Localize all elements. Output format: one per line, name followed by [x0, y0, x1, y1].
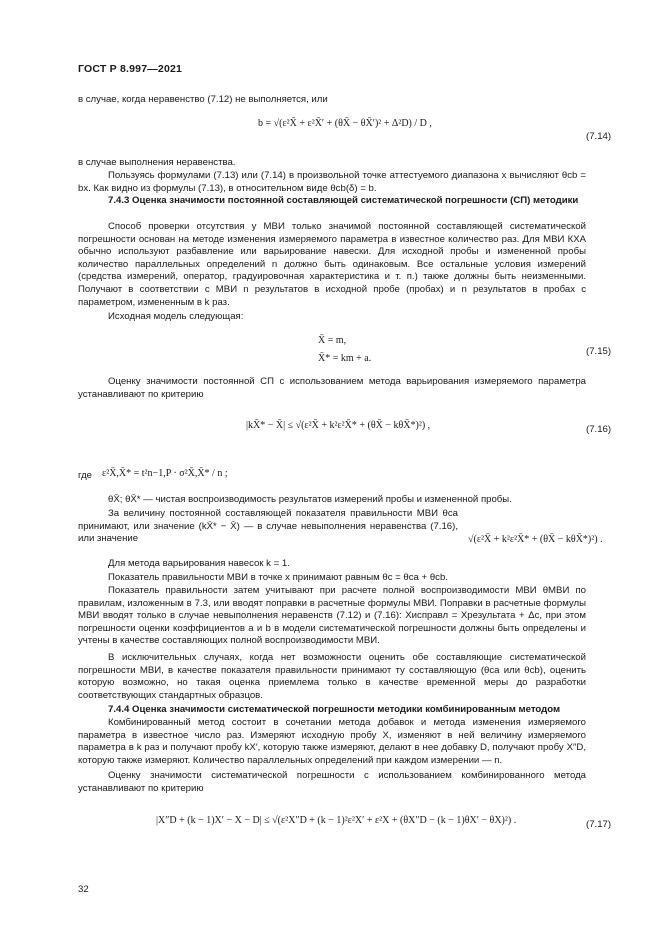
equation-number: (7.14) — [586, 131, 612, 142]
equation-number: (7.16) — [586, 424, 612, 435]
where-label: где — [78, 470, 93, 481]
standard-header: ГОСТ Р 8.997—2021 — [78, 63, 183, 75]
paragraph: в случае выполнения неравенства. — [78, 157, 236, 168]
paragraph: В исключительных случаях, когда нет возможности оценить обе составляющие систематической погрешности МВИ, в качестве показателя правильности принимают ту составляющую (θca или θcb), оценить которую возможно, но такая оценка приемлема только в качестве временной меры до разработки соответствующих стандартных образцов. — [78, 652, 586, 701]
paragraph: Показатель правильности МВИ в точке x принимают равным θc = θca + θcb. — [108, 572, 448, 583]
equation-number: (7.15) — [586, 346, 612, 357]
paragraph: За величину постоянной составляющей показателя правильности МВИ θca принимают, или значение (kX̄* − X̄) — в случае невыполнения неравенства (7.16), или значение — [78, 508, 458, 545]
section-heading-7-4-3: 7.4.3 Оценка значимости постоянной составляющей систематической погрешности (СП) методики — [108, 195, 579, 206]
equation-number: (7.17) — [586, 819, 612, 830]
paragraph: Исходная модель следующая: — [108, 311, 244, 322]
page-number: 32 — [78, 884, 89, 895]
formula-7-17: |X″D + (k − 1)X′ − X − D| ≤ √(ε²X″D + (k − 1)²ε²X′ + ε²X + (θX″D − (k − 1)θX′ − θX)²) . — [156, 815, 517, 826]
paragraph: Показатель правильности затем учитывают при расчете полной воспроизводимости МВИ θМВИ по правилам, изложенным в 7.3, или вводят поправки в расчетные формулы МВИ. Поправки в расчетные формулы МВИ вводят только в случае невыполнения неравенств (7.12) и (7.16): Xисправл = Xрезультата + Δс, при этом погрешности оценки коэффициентов a и b в модели систематической погрешности должны быть определены и учтены в качестве составляющих полной воспроизводимости МВИ. — [78, 585, 586, 647]
paragraph: Для метода варьирования навесок k = 1. — [108, 558, 290, 569]
section-heading-7-4-4: 7.4.4 Оценка значимости систематической погрешности методики комбинированным методом — [108, 704, 561, 715]
formula-value: √(ε²X̄ + k²ε²X̄* + (θX̄ − kθX̄*)²) . — [468, 534, 603, 545]
formula-7-16: |kX̄* − X̄| ≤ √(ε²X̄ + k²ε²X̄* + (θX̄ − kθX̄*)²) , — [246, 420, 431, 431]
paragraph: Оценку значимости систематической погрешности с использованием комбинированного метода устанавливают по критерию — [78, 770, 586, 794]
formula-where: ε²X̄,X̄* = t²n−1,P · σ²X̄,X̄* / n ; — [102, 468, 228, 479]
paragraph: Пользуясь формулами (7.13) или (7.14) в произвольной точке аттестуемого диапазона x вычисляют θcb = bx. Как видно из формулы (7.13), в относительном виде θcb(δ) = b. — [78, 170, 586, 194]
paragraph: в случае, когда неравенство (7.12) не выполняется, или — [78, 94, 328, 105]
paragraph: Оценку значимости постоянной СП с использованием метода варьирования измеряемого параметра устанавливают по критерию — [78, 376, 586, 400]
formula-7-14: b = √(ε²X̄ + ε²X̄′ + (θX̄ − θX̄′)² + Δ²D) / D , — [258, 118, 432, 129]
paragraph: Комбинированный метод состоит в сочетании метода добавок и метода изменения измеряемого параметра в известное число раз. Измеряют исходную пробу X, изменяют в ней величину измеряемого параметра в k раз и получают пробу kX′, которую также измеряют, делают в нее добавку D, получают пробу X″D, которую также измеряют. Количество параллельных определений при каждом измерении — n. — [78, 717, 586, 766]
paragraph: Способ проверки отсутствия у МВИ только значимой постоянной составляющей систематической погрешности основан на методе изменения измеряемого параметра в известное количество раз. Для МВИ КХА обычно используют разбавление или варьирование навески. Для исходной пробы и измененной пробы количество параллельных определений n должно быть одинаковым. Все остальные условия измерений (средства измерений, оператор, градуировочная характеристика и т. п.) также должны быть неизменными. Получают в соответствии с МВИ n результатов в исходной пробе (пробах) и n результатов в пробах с параметром, измененным в k раз. — [78, 221, 586, 308]
formula-7-15-line2: X̄* = km + a. — [318, 353, 372, 364]
formula-7-15-line1: X̄ = m, — [318, 335, 347, 346]
paragraph: θX̄; θX̄* — чистая воспроизводимость результатов измерений пробы и измененной пробы. — [108, 494, 512, 505]
